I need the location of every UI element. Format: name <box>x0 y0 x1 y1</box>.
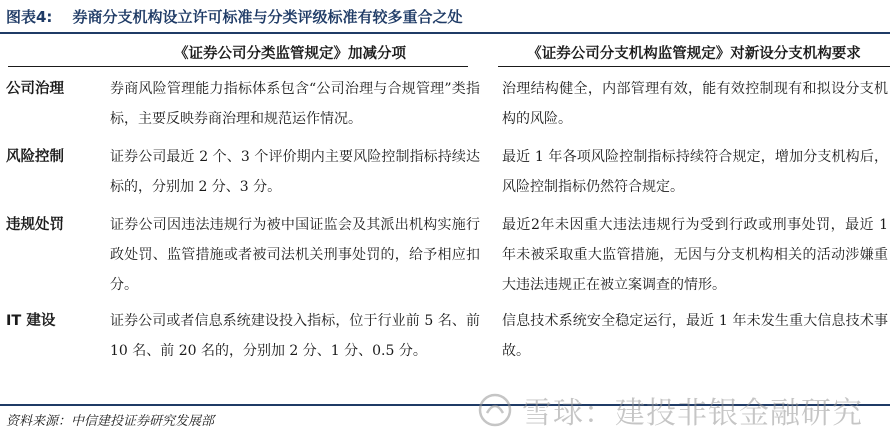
header-divider-right <box>498 66 890 67</box>
row-label: IT 建设 <box>6 313 56 329</box>
watermark <box>478 388 863 432</box>
row-classification-text: 证券公司因违法违规行为被中国证监会及其派出机构实施行政处罚、监管措施或者被司法机关刑事处罚的，给予相应扣分。 <box>110 217 480 293</box>
row-branch-text: 信息技术系统安全稳定运行，最近 1 年未发生重大信息技术事故。 <box>502 313 888 359</box>
row-label: 违规处罚 <box>6 217 64 233</box>
row-classification-text: 证券公司或者信息系统建设投入指标，位于行业前 5 名、前 10 名、前 20 名的，分别加 2 分、1 分、0.5 分。 <box>110 313 480 359</box>
snowball-logo-icon <box>478 393 512 427</box>
figure-number: 图表4: <box>6 7 53 26</box>
row-branch-text: 最近2年未因重大违法违规行为受到行政或刑事处罚，最近 1 年未被采取重大监管措施，无因与分支机构相关的活动涉嫌重大违法违规正在被立案调查的情形。 <box>502 217 888 293</box>
header-divider-left <box>8 66 468 67</box>
row-branch-text: 最近 1 年各项风险控制指标持续符合规定，增加分支机构后，风险控制指标仍然符合规定。 <box>502 149 888 195</box>
figure-title: 券商分支机构设立许可标准与分类评级标准有较多重合之处 <box>72 7 463 26</box>
header-branch-rules: 《证券公司分支机构监管规定》对新设分支机构要求 <box>527 46 861 62</box>
row-classification-text: 券商风险管理能力指标体系包含“公司治理与合规管理”类指标，主要反映券商治理和规范运作情况。 <box>110 81 480 127</box>
watermark-text: 雪球：建投非银金融研究 <box>522 396 863 431</box>
source-note: 资料来源：中信建投证券研究发展部 <box>6 414 215 429</box>
header-classification-rules: 《证券公司分类监管规定》加减分项 <box>174 46 406 62</box>
row-branch-text: 治理结构健全，内部管理有效，能有效控制现有和拟设分支机构的风险。 <box>502 81 888 127</box>
row-label: 公司治理 <box>6 81 64 97</box>
row-label: 风险控制 <box>6 149 64 165</box>
row-classification-text: 证券公司最近 2 个、3 个评价期内主要风险控制指标持续达标的，分别加 2 分、3 分。 <box>110 149 480 195</box>
figure-title-bar <box>0 0 890 34</box>
table-header <box>0 36 890 66</box>
